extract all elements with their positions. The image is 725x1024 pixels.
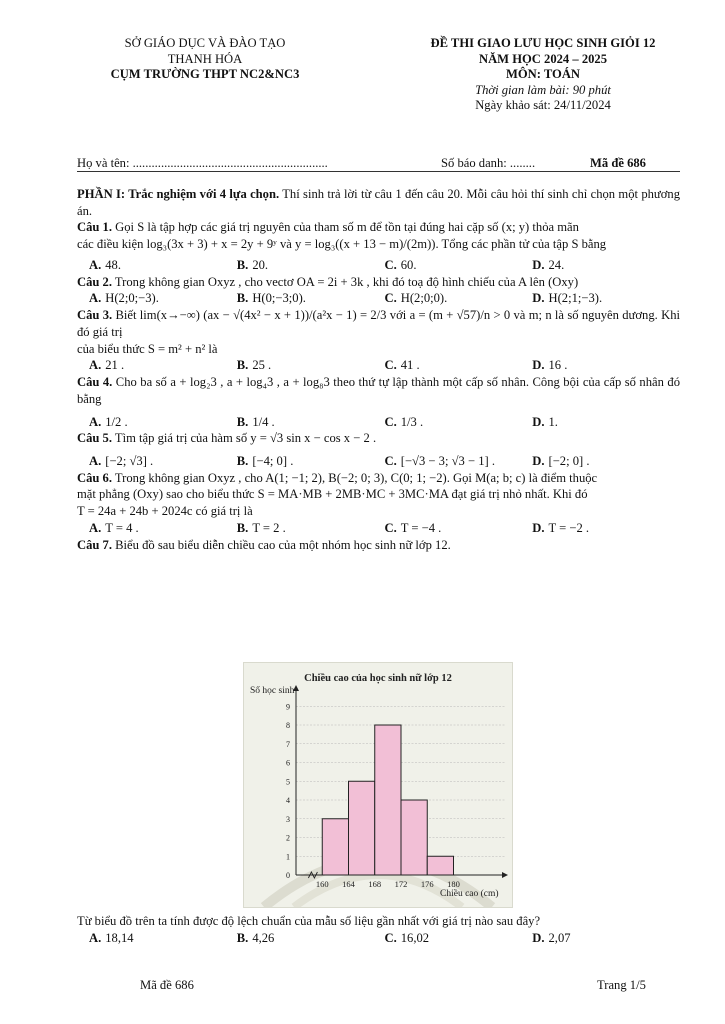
q3-option-c[interactable]: C. 41 . xyxy=(384,358,420,373)
header-left xyxy=(70,36,340,83)
y-tick-label: 6 xyxy=(286,758,290,768)
header-department: SỞ GIÁO DỤC VÀ ĐÀO TẠO xyxy=(124,36,286,50)
x-axis-arrow xyxy=(502,872,508,878)
q4-option-b[interactable]: B. 1/4 . xyxy=(236,414,275,429)
y-tick-label: 7 xyxy=(286,739,290,749)
q5-option-b[interactable]: B. [−4; 0] . xyxy=(236,454,294,469)
q5-option-c[interactable]: C. [−√3 − 3; √3 − 1] . xyxy=(384,454,495,469)
school-year: NĂM HỌC 2024 – 2025 xyxy=(478,51,608,66)
histogram-bar xyxy=(375,725,401,875)
q6-option-c[interactable]: C. T = −4 . xyxy=(384,520,442,535)
q6-option-b[interactable]: B. T = 2 . xyxy=(236,520,286,535)
q1-option-c[interactable]: C. 60. xyxy=(384,257,417,272)
question-2: Câu 2. Trong không gian Oxyz , cho vectơ OA = 2i + 3k , khi đó toạ độ hình chiếu của A lên (Oxy) xyxy=(77,274,579,289)
exam-title: ĐỀ THI GIAO LƯU HỌC SINH GIỎI 12 xyxy=(430,36,656,50)
sbd-label: Số báo danh: ........ xyxy=(441,156,536,170)
q2-option-b[interactable]: B. H(0;−3;0). xyxy=(236,291,306,306)
q5-option-a[interactable]: A. [−2; √3] . xyxy=(89,454,154,469)
q7-option-a[interactable]: A. 18,14 xyxy=(89,930,134,945)
q7-option-d[interactable]: D. 2,07 xyxy=(532,930,571,945)
footer-page-number: Trang 1/5 xyxy=(597,978,646,992)
chart-ylabel: Số học sinh xyxy=(250,686,295,696)
q2-option-c[interactable]: C. H(2;0;0). xyxy=(384,291,448,306)
q7-option-c[interactable]: C. 16,02 xyxy=(384,930,430,945)
x-tick-label: 168 xyxy=(368,879,382,889)
header-right xyxy=(378,36,708,114)
question-1-options xyxy=(77,257,680,274)
student-info xyxy=(77,155,680,172)
q2-option-a[interactable]: A. H(2;0;−3). xyxy=(89,291,159,306)
question-7: Câu 7. Biểu đồ sau biểu diễn chiều cao của một nhóm học sinh nữ lớp 12. xyxy=(77,537,451,552)
q2-option-d[interactable]: D. H(2;1;−3). xyxy=(532,291,603,306)
histogram-bar xyxy=(401,800,427,875)
question-1: Câu 1. Gọi S là tập hợp các giá trị nguyên của tham số m để tồn tại đúng hai cặp số (x; y) thỏa mãn xyxy=(77,220,579,235)
part1-title: PHẦN I: Trắc nghiệm với 4 lựa chọn. xyxy=(77,187,280,201)
q1-option-d[interactable]: D. 24. xyxy=(532,257,565,272)
question-3-options xyxy=(77,357,680,374)
question-7-prompt: Từ biểu đồ trên ta tính được độ lệch chuẩn của mẫu số liệu gần nhất với giá trị nào sau đây? xyxy=(77,914,541,928)
exam-content xyxy=(77,186,680,553)
x-tick-label: 172 xyxy=(394,879,408,889)
question-6-options xyxy=(77,520,680,537)
question-7-options xyxy=(77,930,680,947)
chart-xlabel: Chiều cao (cm) xyxy=(440,889,499,899)
q4-option-d[interactable]: D. 1. xyxy=(532,414,558,429)
q1-option-a[interactable]: A. 48. xyxy=(89,257,121,272)
histogram-chart xyxy=(244,663,512,907)
question-6-cont: mặt phẳng (Oxy) sao cho biểu thức S = MA·MB + 2MB·MC + 3MC·MA đạt giá trị nhỏ nhất. Khi đó xyxy=(77,487,588,502)
y-tick-label: 4 xyxy=(286,796,290,805)
question-3-cont: của biểu thức S = m² + n² là xyxy=(77,341,218,356)
y-tick-label: 9 xyxy=(286,702,290,712)
question-5: Câu 5. Tìm tập giá trị của hàm số y = √3 sin x − cos x − 2 . xyxy=(77,431,377,446)
header-province: THANH HÓA xyxy=(167,51,243,66)
q6-option-d[interactable]: D. T = −2 . xyxy=(532,520,590,535)
question-6: Câu 6. Trong không gian Oxyz , cho A(1; −1; 2), B(−2; 0; 3), C(0; 1; −2). Gọi M(a; b; c) là điểm thuộc xyxy=(77,470,598,485)
y-tick-label: 8 xyxy=(286,721,290,730)
q5-option-d[interactable]: D. [−2; 0] . xyxy=(532,454,590,469)
question-6-cont2: T = 24a + 24b + 2024c có giá trị là xyxy=(77,504,253,519)
question-4-options xyxy=(77,414,680,431)
exam-date: Ngày khảo sát: 24/11/2024 xyxy=(475,98,611,112)
q7-option-b[interactable]: B. 4,26 xyxy=(236,930,275,945)
histogram-bar xyxy=(322,819,348,875)
histogram-bar xyxy=(427,856,453,875)
part1-intro: PHẦN I: Trắc nghiệm với 4 lựa chọn. Thí sinh trả lời từ câu 1 đến câu 20. Mỗi câu hỏi thí sinh chỉ chọn một phương án. xyxy=(77,187,681,218)
q3-option-a[interactable]: A. 21 . xyxy=(89,358,125,373)
name-label: Họ và tên: .............................................................. xyxy=(77,156,328,170)
question-1-cont: các điều kiện log₃(3x + 3) + x = 2y + 9ʸ và y = log₃((x + 13 − m)/(2m)). Tổng các phần tử của tập S bằng xyxy=(77,237,607,252)
q4-option-c[interactable]: C. 1/3 . xyxy=(384,414,424,429)
y-tick-label: 3 xyxy=(286,814,290,824)
exam-time: Thời gian làm bài: 90 phút xyxy=(475,82,611,97)
header-school-cluster: CỤM TRƯỜNG THPT NC2&NC3 xyxy=(110,67,300,81)
y-tick-label: 5 xyxy=(286,777,290,787)
x-tick-label: 176 xyxy=(420,879,434,889)
x-tick-label: 180 xyxy=(447,879,460,889)
y-tick-label: 2 xyxy=(286,833,290,843)
histogram-bar xyxy=(349,781,375,875)
question-5-options xyxy=(77,453,680,470)
chart-title: Chiều cao của học sinh nữ lớp 12 xyxy=(304,673,452,684)
exam-code: Mã đề 686 xyxy=(590,156,646,170)
question-7-after xyxy=(77,913,680,946)
q4-option-a[interactable]: A. 1/2 . xyxy=(89,414,128,429)
y-tick-label: 0 xyxy=(286,871,290,880)
question-4: Câu 4. Cho ba số a + log₂3 , a + log₄3 , a + log₈3 theo thứ tự lập thành một cấp số nhân. Công bội của cấp số nhân đó bằng xyxy=(77,375,680,406)
x-tick-label: 160 xyxy=(315,879,329,889)
q6-option-a[interactable]: A. T = 4 . xyxy=(89,520,139,535)
q3-option-b[interactable]: B. 25 . xyxy=(236,358,272,373)
question-2-options xyxy=(77,290,680,307)
y-tick-label: 1 xyxy=(286,852,290,862)
student-underline xyxy=(77,171,680,172)
question-3: Câu 3. Biết lim(x→−∞) (ax − √(4x² − x + 1))/(a²x − 1) = 2/3 với a = (m + √57)/n > 0 và m; n là số nguyên dương. Khi đó giá trị xyxy=(77,308,680,339)
x-tick-label: 164 xyxy=(342,879,355,889)
q3-option-d[interactable]: D. 16 . xyxy=(532,358,568,373)
histogram-figure xyxy=(243,662,513,908)
footer-exam-code: Mã đề 686 xyxy=(140,978,194,992)
subject: MÔN: TOÁN xyxy=(505,67,581,81)
q1-option-b[interactable]: B. 20. xyxy=(236,257,269,272)
